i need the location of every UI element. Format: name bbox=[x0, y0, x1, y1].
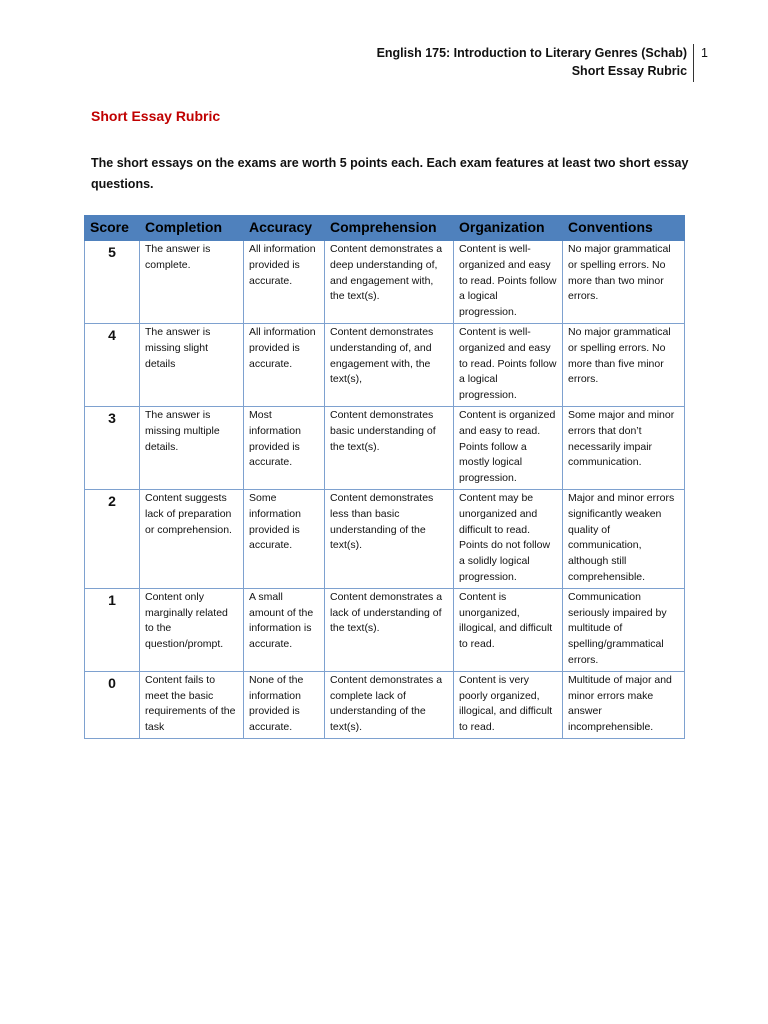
completion-cell: Content fails to meet the basic requirements of the task bbox=[140, 671, 244, 738]
score-cell: 2 bbox=[85, 489, 140, 588]
intro-paragraph: The short essays on the exams are worth 5 points each. Each exam features at least two short essay questions. bbox=[91, 156, 689, 191]
table-row bbox=[85, 406, 685, 489]
organization-cell: Content is well-organized and easy to read. Points follow a logical progression. bbox=[454, 241, 563, 324]
comprehension-cell: Content demonstrates less than basic understanding of the text(s). bbox=[325, 489, 454, 588]
page-number: 1 bbox=[701, 46, 708, 60]
header-comprehension: Comprehension bbox=[325, 216, 454, 241]
accuracy-cell: All information provided is accurate. bbox=[244, 323, 325, 406]
page-header bbox=[377, 44, 708, 82]
table-row bbox=[85, 671, 685, 738]
table-row bbox=[85, 323, 685, 406]
score-cell: 0 bbox=[85, 671, 140, 738]
accuracy-cell: A small amount of the information is accurate. bbox=[244, 588, 325, 671]
score-cell: 4 bbox=[85, 323, 140, 406]
header-completion: Completion bbox=[140, 216, 244, 241]
organization-cell: Content is well-organized and easy to read. Points follow a logical progression. bbox=[454, 323, 563, 406]
conventions-cell: No major grammatical or spelling errors. No more than five minor errors. bbox=[563, 323, 685, 406]
accuracy-cell: Most information provided is accurate. bbox=[244, 406, 325, 489]
document-title: Short Essay Rubric bbox=[91, 108, 221, 124]
table-row bbox=[85, 489, 685, 588]
comprehension-cell: Content demonstrates basic understanding of the text(s). bbox=[325, 406, 454, 489]
completion-cell: The answer is missing slight details bbox=[140, 323, 244, 406]
header-subtitle: Short Essay Rubric bbox=[571, 64, 688, 78]
organization-cell: Content is organized and easy to read. Points follow a mostly logical progression. bbox=[454, 406, 563, 489]
comprehension-cell: Content demonstrates a lack of understanding of the text(s). bbox=[325, 588, 454, 671]
completion-cell: The answer is complete. bbox=[140, 241, 244, 324]
comprehension-cell: Content demonstrates understanding of, and engagement with, the text(s), bbox=[325, 323, 454, 406]
organization-cell: Content may be unorganized and difficult to read. Points do not follow a solidly logical progression. bbox=[454, 489, 563, 588]
header-accuracy: Accuracy bbox=[244, 216, 325, 241]
header-text bbox=[377, 44, 693, 80]
score-cell: 1 bbox=[85, 588, 140, 671]
header-organization: Organization bbox=[454, 216, 563, 241]
conventions-cell: No major grammatical or spelling errors. No more than two minor errors. bbox=[563, 241, 685, 324]
rubric-header-row bbox=[85, 216, 685, 241]
comprehension-cell: Content demonstrates a complete lack of understanding of the text(s). bbox=[325, 671, 454, 738]
header-conventions: Conventions bbox=[563, 216, 685, 241]
accuracy-cell: All information provided is accurate. bbox=[244, 241, 325, 324]
organization-cell: Content is very poorly organized, illogical, and difficult to read. bbox=[454, 671, 563, 738]
conventions-cell: Some major and minor errors that don’t necessarily impair communication. bbox=[563, 406, 685, 489]
completion-cell: The answer is missing multiple details. bbox=[140, 406, 244, 489]
header-course: English 175: Introduction to Literary Genres (Schab) bbox=[376, 46, 688, 60]
rubric-table bbox=[84, 215, 685, 739]
completion-cell: Content suggests lack of preparation or comprehension. bbox=[140, 489, 244, 588]
accuracy-cell: Some information provided is accurate. bbox=[244, 489, 325, 588]
conventions-cell: Multitude of major and minor errors make answer incomprehensible. bbox=[563, 671, 685, 738]
score-cell: 5 bbox=[85, 241, 140, 324]
conventions-cell: Major and minor errors significantly weaken quality of communication, although still comprehensible. bbox=[563, 489, 685, 588]
conventions-cell: Communication seriously impaired by multitude of spelling/grammatical errors. bbox=[563, 588, 685, 671]
comprehension-cell: Content demonstrates a deep understanding of, and engagement with, the text(s). bbox=[325, 241, 454, 324]
score-cell: 3 bbox=[85, 406, 140, 489]
header-score: Score bbox=[85, 216, 140, 241]
organization-cell: Content is unorganized, illogical, and difficult to read. bbox=[454, 588, 563, 671]
table-row bbox=[85, 588, 685, 671]
completion-cell: Content only marginally related to the question/prompt. bbox=[140, 588, 244, 671]
table-row bbox=[85, 241, 685, 324]
accuracy-cell: None of the information provided is accurate. bbox=[244, 671, 325, 738]
